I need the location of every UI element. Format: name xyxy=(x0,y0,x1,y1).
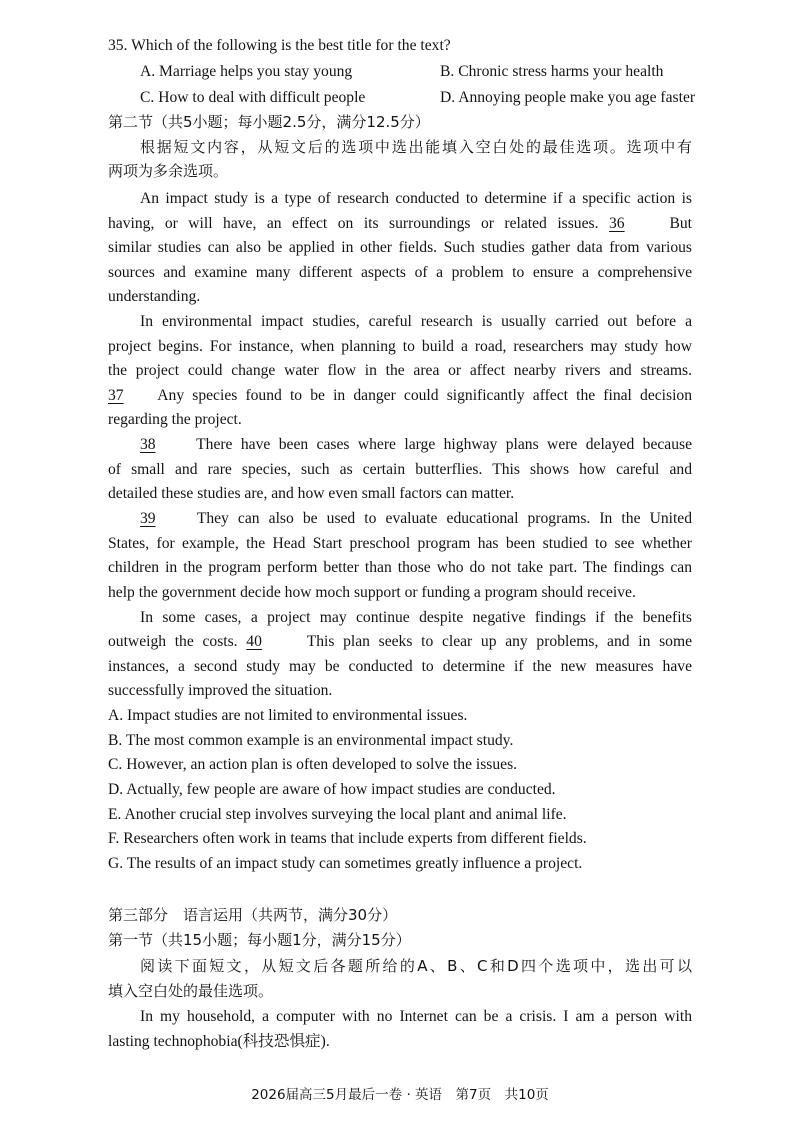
passage-p1-line-3: similar studies can also be applied in other fields. Such studies gather data from various xyxy=(108,239,692,256)
answer-option-c: C. However, an action plan is often developed to solve the issues. xyxy=(108,756,518,773)
passage-p2-line-2: project begins. For instance, when planning to build a road, researchers may study how xyxy=(108,338,692,355)
blank-40: 40 xyxy=(246,633,262,650)
question-35-stem: 35. Which of the following is the best title for the text? xyxy=(108,37,451,54)
answer-option-a: A. Impact studies are not limited to environmental issues. xyxy=(108,707,468,724)
passage-p5-line-2 xyxy=(108,630,692,654)
section-2-instruction-line-2: 两项为多余选项。 xyxy=(108,162,229,180)
passage-text: outweigh the costs. xyxy=(108,633,238,650)
passage-text: This plan seeks to clear up any problems, and in some xyxy=(306,633,692,650)
answer-option-b: B. The most common example is an environmental impact study. xyxy=(108,732,514,749)
passage-p3-line-1 xyxy=(140,433,692,457)
blank-38: 38 xyxy=(140,436,156,453)
blank-37: 37 xyxy=(108,387,124,404)
option-a: A. Marriage helps you stay young xyxy=(140,63,353,80)
passage-p3-line-3: detailed these studies are, and how even small factors can matter. xyxy=(108,485,515,502)
part-3-heading: 第三部分 语言运用（共两节，满分30分） xyxy=(108,906,398,924)
passage-p2-line-3: the project could change water flow in the area or affect nearby rivers and streams. xyxy=(108,362,692,379)
section-2-heading: 第二节（共5小题；每小题2.5分，满分12.5分） xyxy=(108,113,430,131)
passage-text: They can also be used to evaluate educational programs. In the United xyxy=(196,510,693,527)
passage-p5-line-3: instances, a second study may be conducted to determine if the new measures have xyxy=(108,658,692,675)
passage-p4-line-2: States, for example, the Head Start preschool program has been studied to see whether xyxy=(108,535,692,552)
part-3-passage-line-1: In my household, a computer with no Internet can be a crisis. I am a person with xyxy=(140,1008,692,1025)
question-35-options-row-1 xyxy=(140,60,692,84)
passage-text: There have been cases where large highway plans were delayed because xyxy=(196,436,692,453)
part-3-instruction-line-1: 阅读下面短文，从短文后各题所给的A、B、C和D四个选项中，选出可以 xyxy=(140,957,692,975)
part-3-passage-line-2: lasting technophobia(科技恐惧症). xyxy=(108,1033,330,1050)
passage-p2-line-5: regarding the project. xyxy=(108,411,242,428)
option-c: C. How to deal with difficult people xyxy=(140,89,366,106)
option-d: D. Annoying people make you age faster xyxy=(440,89,696,106)
section-2-instruction-line-1: 根据短文内容，从短文后的选项中选出能填入空白处的最佳选项。选项中有 xyxy=(140,138,692,156)
blank-39: 39 xyxy=(140,510,156,527)
answer-option-f: F. Researchers often work in teams that include experts from different fields. xyxy=(108,830,587,847)
passage-p5-line-1: In some cases, a project may continue despite negative findings if the benefits xyxy=(140,609,692,626)
page-footer: 2026届高三5月最后一卷 · 英语 第7页 共10页 xyxy=(251,1087,549,1103)
passage-p2-line-1: In environmental impact studies, careful research is usually carried out before a xyxy=(140,313,692,330)
passage-p1-line-2 xyxy=(108,212,692,236)
passage-p4-line-1 xyxy=(140,507,692,531)
passage-text: But xyxy=(669,215,692,232)
passage-p5-line-4: successfully improved the situation. xyxy=(108,682,333,699)
passage-p4-line-3: children in the program perform better than those who do not take part. The findings can xyxy=(108,559,692,576)
passage-p4-line-4: help the government decide how moch support or funding a program should receive. xyxy=(108,584,636,601)
passage-text: Any species found to be in danger could significantly affect the final decision xyxy=(157,387,692,404)
part-3-section-1-heading: 第一节（共15小题；每小题1分，满分15分） xyxy=(108,931,411,949)
passage-p2-line-4 xyxy=(108,384,692,408)
passage-p1-line-4: sources and examine many different aspects of a problem to ensure a comprehensive xyxy=(108,264,692,281)
passage-text: having, or will have, an effect on its surroundings or related issues. xyxy=(108,215,599,232)
option-b: B. Chronic stress harms your health xyxy=(440,63,664,80)
answer-option-d: D. Actually, few people are aware of how impact studies are conducted. xyxy=(108,781,556,798)
passage-p1-line-1: An impact study is a type of research conducted to determine if a specific action is xyxy=(140,190,692,207)
passage-p3-line-2: of small and rare species, such as certain butterflies. This shows how careful and xyxy=(108,461,692,478)
part-3-instruction-line-2: 填入空白处的最佳选项。 xyxy=(108,982,274,1000)
passage-p1-line-5: understanding. xyxy=(108,288,201,305)
question-35-options-row-2 xyxy=(140,86,696,110)
blank-36: 36 xyxy=(608,215,625,232)
answer-option-e: E. Another crucial step involves surveying the local plant and animal life. xyxy=(108,806,567,823)
answer-option-g: G. The results of an impact study can sometimes greatly influence a project. xyxy=(108,855,583,872)
